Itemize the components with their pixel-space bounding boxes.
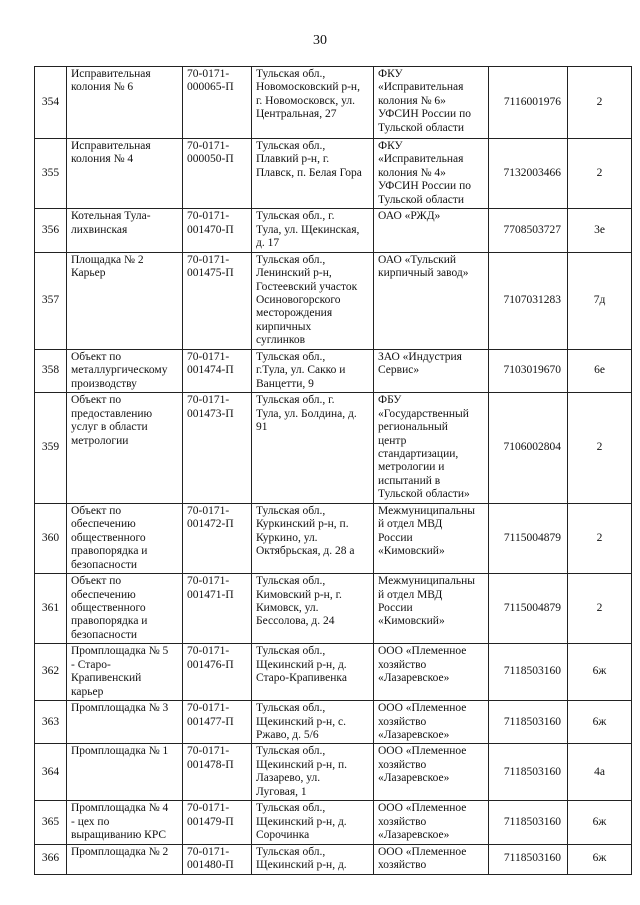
inn-number: 7116001976	[489, 67, 568, 139]
row-number: 358	[35, 349, 67, 392]
row-number: 354	[35, 67, 67, 139]
inn-number: 7118503160	[489, 844, 568, 874]
category: 7д	[568, 252, 632, 349]
object-code: 70-0171- 001472-П	[183, 503, 252, 573]
operator-organization: ОАО «Тульский кирпичный завод»	[374, 252, 489, 349]
operator-organization: ООО «Племенное хозяйство «Лазаревское»	[374, 644, 489, 701]
object-address: Тульская обл., Щекинский р-н, д.	[252, 844, 374, 874]
operator-organization: Межмуниципальны й отдел МВД России «Кимовский»	[374, 503, 489, 573]
row-number: 360	[35, 503, 67, 573]
object-code: 70-0171- 001476-П	[183, 644, 252, 701]
row-number: 357	[35, 252, 67, 349]
category: 3е	[568, 209, 632, 252]
object-address: Тульская обл., г.Тула, ул. Сакко и Ванцетти, 9	[252, 349, 374, 392]
category: 2	[568, 67, 632, 139]
inn-number: 7107031283	[489, 252, 568, 349]
object-address: Тульская обл., г. Тула, ул. Щекинская, д. 17	[252, 209, 374, 252]
inn-number: 7103019670	[489, 349, 568, 392]
table-row	[35, 701, 632, 744]
operator-organization: ФКУ «Исправительная колония № 6» УФСИН России по Тульской области	[374, 67, 489, 139]
object-name: Исправительная колония № 6	[67, 67, 183, 139]
object-code: 70-0171- 001471-П	[183, 574, 252, 644]
inn-number: 7708503727	[489, 209, 568, 252]
row-number: 361	[35, 574, 67, 644]
category: 2	[568, 393, 632, 504]
object-name: Объект по обеспечению общественного правопорядка и безопасности	[67, 503, 183, 573]
row-number: 363	[35, 701, 67, 744]
table-row	[35, 844, 632, 874]
table-row	[35, 644, 632, 701]
object-name: Промплощадка № 5 - Старо- Крапивенский карьер	[67, 644, 183, 701]
operator-organization: ООО «Племенное хозяйство «Лазаревское»	[374, 744, 489, 801]
table-row	[35, 744, 632, 801]
inn-number: 7118503160	[489, 701, 568, 744]
inn-number: 7115004879	[489, 574, 568, 644]
table-row	[35, 503, 632, 573]
object-name: Промплощадка № 2	[67, 844, 183, 874]
category: 4а	[568, 744, 632, 801]
object-code: 70-0171- 001475-П	[183, 252, 252, 349]
object-code: 70-0171- 001478-П	[183, 744, 252, 801]
object-name: Объект по предоставлению услуг в области метрологии	[67, 393, 183, 504]
row-number: 359	[35, 393, 67, 504]
row-number: 356	[35, 209, 67, 252]
table-row	[35, 209, 632, 252]
category: 6ж	[568, 701, 632, 744]
object-address: Тульская обл., Новомосковский р-н, г. Новомосковск, ул. Центральная, 27	[252, 67, 374, 139]
object-address: Тульская обл., Плавкий р-н, г. Плавск, п. Белая Гора	[252, 139, 374, 209]
object-code: 70-0171- 001473-П	[183, 393, 252, 504]
object-code: 70-0171- 001479-П	[183, 801, 252, 844]
table-row	[35, 393, 632, 504]
category: 6ж	[568, 801, 632, 844]
row-number: 362	[35, 644, 67, 701]
object-code: 70-0171- 001470-П	[183, 209, 252, 252]
inn-number: 7118503160	[489, 801, 568, 844]
operator-organization: ФБУ «Государственный региональный центр стандартизации, метрологии и испытаний в Тульской области»	[374, 393, 489, 504]
inn-number: 7115004879	[489, 503, 568, 573]
operator-organization: ООО «Племенное хозяйство «Лазаревское»	[374, 801, 489, 844]
object-address: Тульская обл., Щекинский р-н, п. Лазарево, ул. Луговая, 1	[252, 744, 374, 801]
object-name: Исправительная колония № 4	[67, 139, 183, 209]
category: 2	[568, 574, 632, 644]
inn-number: 7118503160	[489, 744, 568, 801]
object-name: Промплощадка № 1	[67, 744, 183, 801]
object-code: 70-0171- 001480-П	[183, 844, 252, 874]
object-code: 70-0171- 000050-П	[183, 139, 252, 209]
object-address: Тульская обл., Щекинский р-н, д. Старо-Крапивенка	[252, 644, 374, 701]
inn-number: 7118503160	[489, 644, 568, 701]
object-name: Объект по обеспечению общественного правопорядка и безопасности	[67, 574, 183, 644]
table-row	[35, 349, 632, 392]
page-number: 30	[313, 33, 327, 48]
inn-number: 7132003466	[489, 139, 568, 209]
object-code: 70-0171- 001474-П	[183, 349, 252, 392]
object-address: Тульская обл., Ленинский р-н, Гостеевский участок Осиновогорского месторождения кирпичных суглинков	[252, 252, 374, 349]
category: 2	[568, 139, 632, 209]
registry-table	[34, 66, 632, 875]
inn-number: 7106002804	[489, 393, 568, 504]
table-row	[35, 252, 632, 349]
row-number: 366	[35, 844, 67, 874]
row-number: 365	[35, 801, 67, 844]
category: 6ж	[568, 644, 632, 701]
operator-organization: ООО «Племенное хозяйство	[374, 844, 489, 874]
object-address: Тульская обл., г. Тула, ул. Болдина, д. 91	[252, 393, 374, 504]
table-row	[35, 67, 632, 139]
object-code: 70-0171- 000065-П	[183, 67, 252, 139]
operator-organization: ООО «Племенное хозяйство «Лазаревское»	[374, 701, 489, 744]
operator-organization: Межмуниципальны й отдел МВД России «Кимовский»	[374, 574, 489, 644]
operator-organization: ЗАО «Индустрия Сервис»	[374, 349, 489, 392]
operator-organization: ФКУ «Исправительная колония № 4» УФСИН России по Тульской области	[374, 139, 489, 209]
object-address: Тульская обл., Куркинский р-н, п. Куркино, ул. Октябрьская, д. 28 а	[252, 503, 374, 573]
object-address: Тульская обл., Щекинский р-н, с. Ржаво, д. 5/6	[252, 701, 374, 744]
object-code: 70-0171- 001477-П	[183, 701, 252, 744]
operator-organization: ОАО «РЖД»	[374, 209, 489, 252]
row-number: 364	[35, 744, 67, 801]
table-row	[35, 139, 632, 209]
object-name: Площадка № 2 Карьер	[67, 252, 183, 349]
object-name: Промплощадка № 3	[67, 701, 183, 744]
object-name: Объект по металлургическому производству	[67, 349, 183, 392]
table-row	[35, 801, 632, 844]
category: 2	[568, 503, 632, 573]
category: 6ж	[568, 844, 632, 874]
category: 6е	[568, 349, 632, 392]
object-name: Промплощадка № 4 - цех по выращиванию КРС	[67, 801, 183, 844]
object-address: Тульская обл., Кимовский р-н, г. Кимовск, ул. Бессолова, д. 24	[252, 574, 374, 644]
row-number: 355	[35, 139, 67, 209]
object-name: Котельная Тула- лихвинская	[67, 209, 183, 252]
table-row	[35, 574, 632, 644]
object-address: Тульская обл., Щекинский р-н, д. Сорочинка	[252, 801, 374, 844]
